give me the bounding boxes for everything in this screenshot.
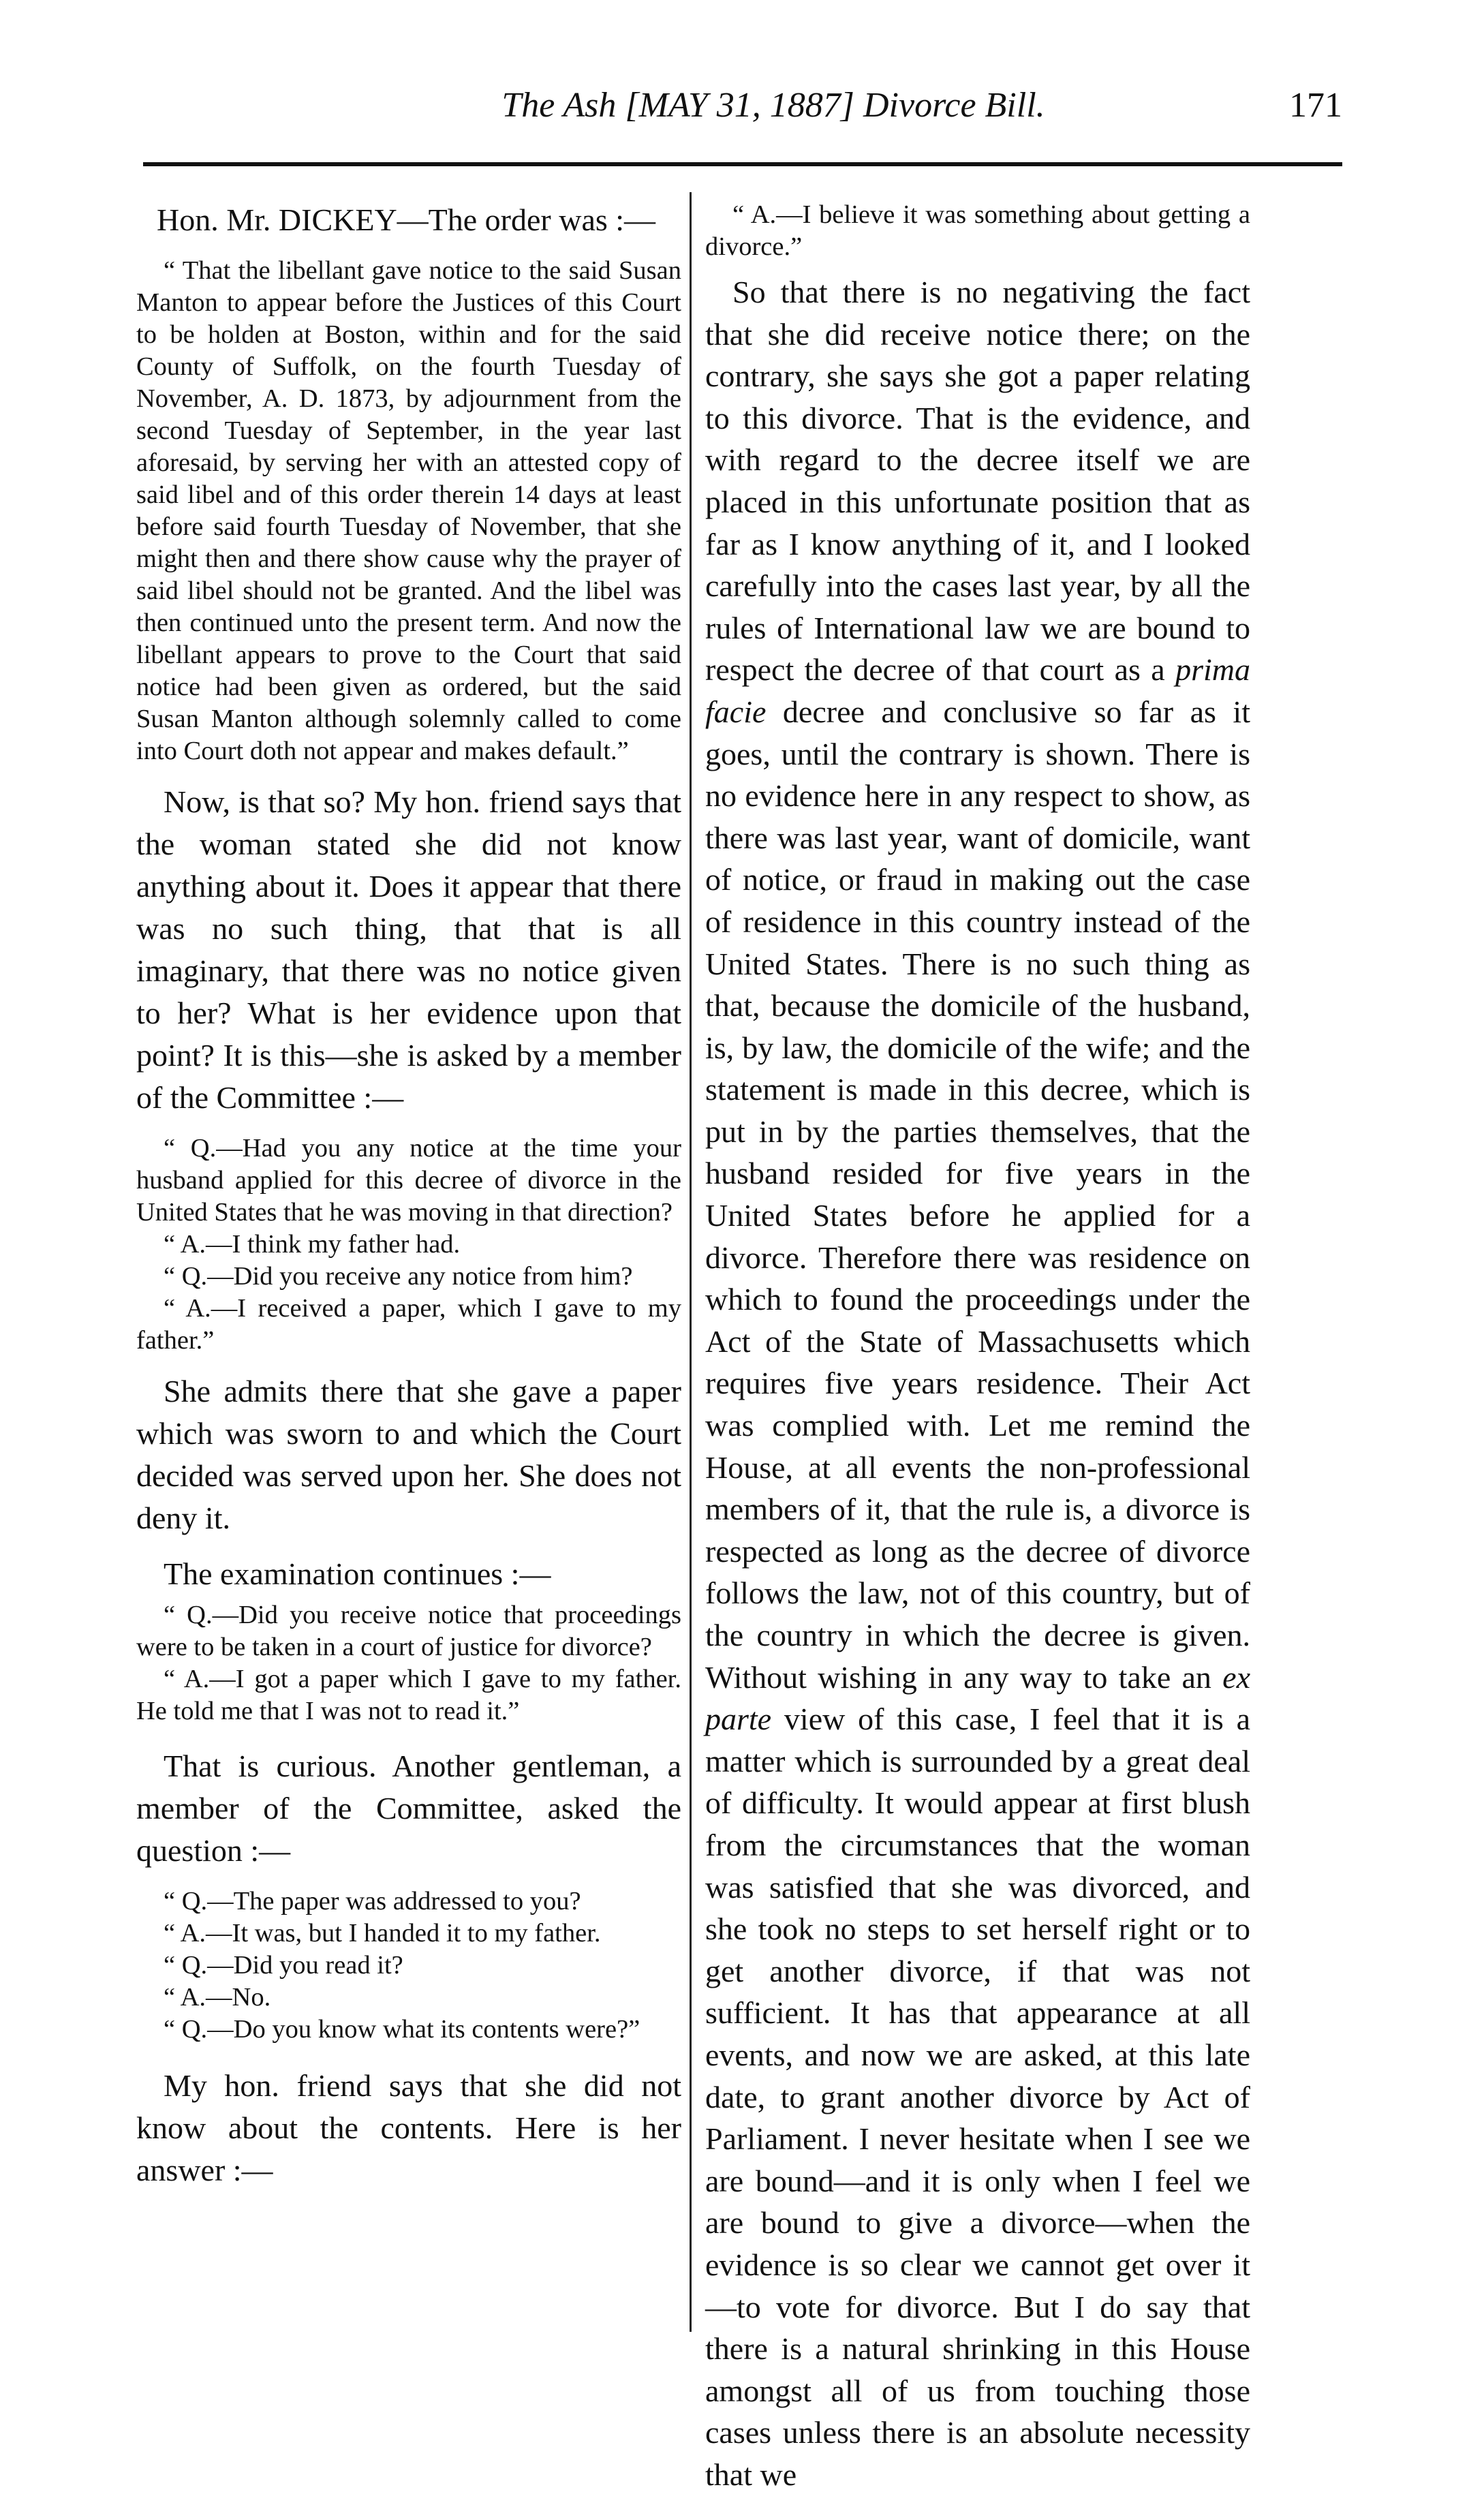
testimony-line: “ A.—I got a paper which I gave to my father. He told me that I was not to read it.”: [136, 1665, 681, 1725]
quoted-order: “ That the libellant gave notice to the said Susan Manton to appear before the Justices of this Court to be holden at Boston, within and for the said County of Suffolk, on the fourth Tuesday of November, A. D. 1873, by adjournment from the second Tuesday of September, in the year last aforesaid, by serving her with an attested copy of said libel and of this order therein 14 days at least before said fourth Tuesday of November, that she might then and there show cause why the prayer of said libel should not be granted. And the libel was then continued unto the present term. And now the libellant appears to prove to the Court that said notice had been given as ordered, but the said Susan Manton although solemnly called to come into Court doth not appear and makes default.”: [136, 256, 681, 765]
body-paragraph: That is curious. Another gentleman, a member of the Committee, asked the question :—: [136, 1749, 681, 1868]
body-paragraph: Now, is that so? My hon. friend says that the woman stated she did not know anything about it. Does it appear that there was no such thing, that that is all imaginary, that there was no notice given to her? What is her evidence upon that point? It is this—she is asked by a member of the Committee :—: [136, 784, 681, 1115]
body-paragraph: She admits there that she gave a paper which was sworn to and which the Court decided was served upon her. She does not deny it.: [136, 1374, 681, 1535]
latin-phrase: prima facie: [705, 652, 1250, 729]
testimony-line: “ Q.—Did you read it?: [164, 1951, 403, 1980]
page-number: 171: [1289, 86, 1342, 125]
testimony-line: “ A.—It was, but I handed it to my father.: [164, 1919, 601, 1948]
testimony-line: “ Q.—Had you any notice at the time your husband applied for this decree of divorce in the United States that he was moving in that direction?: [136, 1134, 681, 1227]
body-paragraph: The examination continues :—: [164, 1556, 551, 1591]
testimony-line: “ A.—I received a paper, which I gave to my father.”: [136, 1294, 681, 1355]
speaker-paragraph: Hon. Mr. DICKEY—The order was :—: [157, 202, 656, 237]
latin-phrase: ex parte: [705, 1659, 1250, 1737]
body-text: So that there is no negativing the fact that she did receive notice there; on the contrary, she says she got a paper relating to this divorce. That is the evidence, and with regard to the decree itself we are placed in this unfortunate position that as far as I know anything of it, and I looked carefully into the cases last year, by all the rules of International law we are bound to respect the decree of that court as a: [705, 275, 1250, 688]
header-title: The Ash [MAY 31, 1887] Divorce Bill.: [501, 86, 1045, 125]
body-text: decree and conclusive so far as it goes, until the contrary is shown. There is no evidence here in any respect to show, as there was last year, want of domicile, want of notice, or fraud in making out the case of residence in this country instead of the United States. There is no such thing as that, because the domicile of the husband, is, by law, the domicile of the wife; and the statement is made in this decree, which is put in by the parties themselves, that the husband resided for five years in the United States before he applied for a divorce. Therefore there was residence on which to found the proceedings under the Act of the State of Massachusetts which requires five years residence. Their Act was complied with. Let me remind the House, at all events the non-professional members of it, that the rule is, a divorce is respected as long as the decree of divorce follows the law, not of this country, but of the country in which the decree is given. Without wishing in any way to take an: [705, 694, 1250, 1695]
testimony-line: “ Q.—Did you receive notice that proceedings were to be taken in a court of justice for divorce?: [136, 1601, 681, 1661]
left-column: [136, 199, 681, 2205]
header-rule: [143, 162, 1342, 166]
testimony-line: “ Q.—Do you know what its contents were?”: [164, 2015, 640, 2044]
column-divider: [690, 192, 692, 2332]
testimony-line: “ A.—I believe it was something about getting a divorce.”: [705, 200, 1250, 261]
testimony-line: “ Q.—Did you receive any notice from him?: [164, 1262, 633, 1291]
testimony-line: “ A.—I think my father had.: [164, 1230, 461, 1259]
body-paragraph: [705, 271, 1250, 2495]
right-column: [705, 199, 1250, 2509]
testimony-line: “ Q.—The paper was addressed to you?: [164, 1887, 581, 1915]
body-paragraph: My hon. friend says that she did not know about the contents. Here is her answer :—: [136, 2068, 681, 2187]
running-header: [143, 75, 1342, 136]
testimony-line: “ A.—No.: [164, 1983, 271, 2012]
body-text: view of this case, I feel that it is a matter which is surrounded by a great deal of difficulty. It would appear at first blush from the circumstances that the woman was satisfied that she was divorced, and she took no steps to set herself right or to get another divorce, if that was not sufficient. It has that appearance at all events, and now we are asked, at this late date, to grant another divorce by Act of Parliament. I never hesitate when I see we are bound—and it is only when I feel we are bound to give a divorce—when the evidence is so clear we cannot get over it—to vote for divorce. But I do say that there is a natural shrinking in this House amongst all of us from touching those cases unless there is an absolute necessity that we: [705, 1702, 1250, 2492]
